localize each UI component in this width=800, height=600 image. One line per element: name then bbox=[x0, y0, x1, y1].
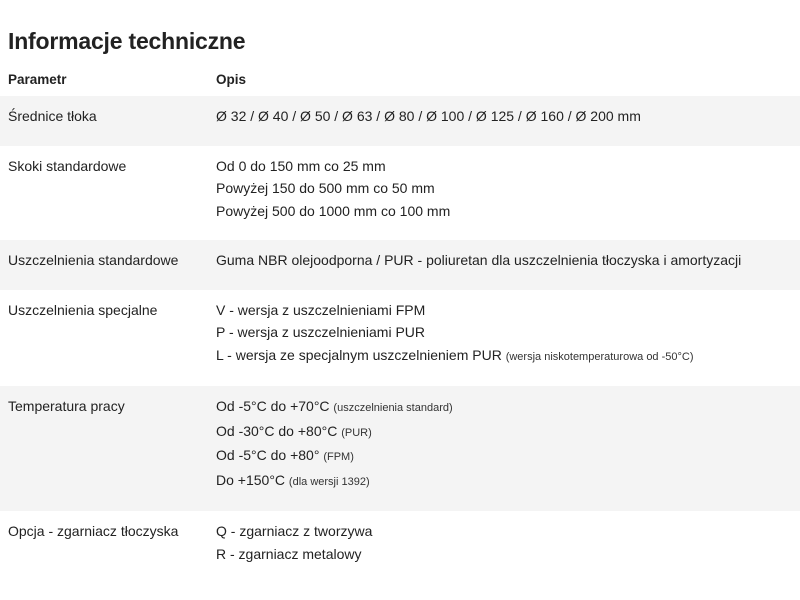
desc-text: Od 0 do 150 mm co 25 mm bbox=[216, 157, 386, 174]
desc-line bbox=[216, 177, 792, 200]
table-row bbox=[0, 290, 800, 387]
desc-text: Od -5°C do +70°C bbox=[216, 398, 330, 414]
desc-line bbox=[216, 105, 792, 128]
param-cell: Uszczelnienia specjalne bbox=[8, 301, 158, 318]
table-row bbox=[0, 146, 800, 241]
desc-line bbox=[216, 444, 792, 469]
column-header-desc: Opis bbox=[216, 72, 247, 87]
desc-note: (FPM) bbox=[323, 451, 354, 463]
param-cell: Średnice tłoka bbox=[0, 96, 208, 146]
desc-cell bbox=[208, 96, 800, 146]
desc-line bbox=[216, 321, 792, 344]
desc-note: (PUR) bbox=[341, 426, 372, 439]
desc-cell bbox=[208, 290, 800, 387]
desc-line bbox=[216, 543, 792, 566]
desc-text: Od -30°C do +80°C bbox=[216, 422, 338, 439]
desc-text: V - wersja z uszczelnieniami FPM bbox=[216, 301, 426, 318]
param-cell: Uszczelnienia standardowe bbox=[0, 240, 208, 290]
desc-note: (dla wersji 1392) bbox=[288, 475, 370, 488]
desc-cell bbox=[208, 511, 800, 583]
desc-line bbox=[216, 344, 792, 369]
desc-text: R - zgarniacz metalowy bbox=[216, 545, 362, 562]
page-title: Informacje techniczne bbox=[8, 28, 246, 54]
table-row bbox=[0, 386, 800, 511]
desc-cell bbox=[208, 146, 800, 241]
desc-text: Od -5°C do +80° bbox=[216, 447, 320, 463]
desc-line bbox=[216, 469, 792, 494]
desc-line bbox=[216, 249, 792, 272]
desc-text: Powyżej 500 do 1000 mm co 100 mm bbox=[216, 202, 451, 219]
table-row bbox=[0, 240, 800, 290]
desc-note: (uszczelnienia standard) bbox=[333, 402, 453, 414]
table-row bbox=[0, 511, 800, 583]
desc-text: L - wersja ze specjalnym uszczelnieniem PUR bbox=[216, 346, 502, 363]
desc-line bbox=[216, 395, 792, 420]
column-header-param: Parametr bbox=[8, 72, 67, 87]
desc-cell bbox=[208, 240, 800, 290]
param-cell: Skoki standardowe bbox=[8, 157, 127, 174]
desc-text: Ø 32 / Ø 40 / Ø 50 / Ø 63 / Ø 80 / Ø 100 / Ø 125 / Ø 160 / Ø 200 mm bbox=[216, 108, 641, 124]
desc-line bbox=[216, 420, 792, 445]
desc-line bbox=[216, 200, 792, 223]
desc-cell bbox=[208, 386, 800, 511]
desc-line bbox=[216, 520, 792, 543]
tech-info-table bbox=[0, 66, 800, 583]
desc-text: P - wersja z uszczelnieniami PUR bbox=[216, 324, 426, 340]
table-row bbox=[0, 96, 800, 146]
desc-text: Q - zgarniacz z tworzywa bbox=[216, 523, 373, 539]
desc-line bbox=[216, 299, 792, 322]
table-header-row bbox=[0, 66, 800, 96]
param-cell: Temperatura pracy bbox=[0, 386, 208, 511]
param-cell: Opcja - zgarniacz tłoczyska bbox=[8, 523, 179, 539]
desc-text: Powyżej 150 do 500 mm co 50 mm bbox=[216, 180, 435, 196]
desc-text: Do +150°C bbox=[216, 471, 286, 488]
desc-note: (wersja niskotemperaturowa od -50°C) bbox=[505, 350, 694, 363]
desc-text: Guma NBR olejoodporna / PUR - poliuretan dla uszczelnienia tłoczyska i amortyzacji bbox=[216, 252, 742, 268]
desc-line bbox=[216, 155, 792, 178]
